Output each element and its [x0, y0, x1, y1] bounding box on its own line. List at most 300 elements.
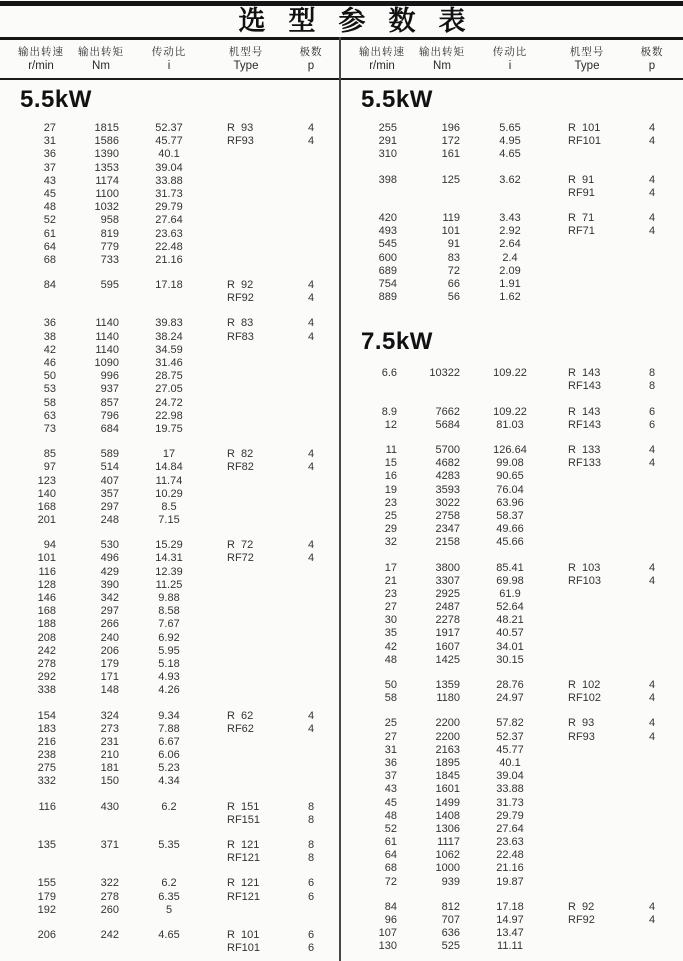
cell-poles [286, 344, 336, 357]
cell-output-speed: 25 [384, 717, 397, 730]
cell-poles [627, 783, 677, 796]
cell-poles [627, 940, 677, 953]
cell-output-torque: 996 [100, 370, 119, 383]
cell-output-speed: 37 [384, 770, 397, 783]
cell-output-speed: 84 [43, 279, 56, 292]
cell-poles: 6 [307, 877, 315, 890]
cell-poles: 4 [307, 461, 315, 474]
cell-ratio: 28.76 [496, 679, 524, 691]
cell-output-speed [0, 292, 70, 305]
cell-ratio: 6.06 [158, 749, 180, 762]
row-group [0, 448, 341, 527]
table-row [0, 801, 341, 814]
cell-ratio: 27.64 [496, 822, 524, 835]
cell-output-torque: 937 [100, 383, 119, 396]
cell-model-type [547, 614, 627, 627]
cell-model-type [547, 148, 627, 161]
cell-model-type [547, 770, 627, 783]
cell-model-type [206, 566, 286, 579]
cell-poles [627, 291, 677, 304]
table-row [341, 679, 682, 692]
table-row [341, 562, 682, 575]
cell-output-torque: 2158 [435, 536, 460, 549]
cell-ratio: 2.09 [499, 264, 521, 277]
cell-poles [286, 254, 336, 267]
cell-output-torque: 1425 [435, 653, 460, 666]
cell-output-speed: 52 [384, 822, 397, 835]
cell-output-torque: 496 [100, 552, 119, 565]
cell-model-type [206, 684, 286, 697]
cell-poles [286, 228, 336, 241]
cell-model-type [547, 497, 627, 510]
cell-output-torque: 2758 [435, 509, 460, 522]
cell-output-torque: 1032 [94, 201, 119, 214]
cell-model-type: RF72 [227, 552, 254, 565]
cell-model-type [547, 238, 627, 251]
cell-output-torque: 3800 [435, 561, 460, 574]
cell-output-speed: 52 [43, 214, 56, 227]
cell-output-speed: 600 [378, 251, 397, 264]
cell-model-type [547, 757, 627, 770]
cell-poles: 4 [648, 135, 656, 148]
cell-output-speed: 116 [38, 800, 56, 813]
table-row [341, 367, 682, 380]
cell-model-type: RF91 [568, 186, 595, 199]
cell-ratio [473, 380, 547, 393]
cell-ratio: 17.18 [155, 279, 183, 292]
cell-ratio [132, 942, 206, 955]
cell-output-speed [0, 814, 70, 827]
cell-output-torque: 525 [441, 940, 460, 953]
cell-model-type [206, 671, 286, 684]
cell-output-torque: 2200 [435, 730, 460, 743]
table-row [0, 839, 341, 852]
cell-poles [286, 175, 336, 188]
cell-ratio: 22.98 [155, 409, 183, 422]
table-row [0, 201, 341, 214]
cell-output-speed [0, 852, 70, 865]
cell-model-type [547, 836, 627, 849]
cell-ratio: 11.11 [497, 940, 523, 953]
cell-poles: 4 [648, 561, 656, 574]
cell-ratio: 63.96 [496, 496, 524, 509]
cell-model-type [547, 783, 627, 796]
table-row [341, 876, 682, 889]
cell-output-torque: 812 [441, 900, 460, 913]
cell-model-type [206, 344, 286, 357]
cell-model-type [547, 588, 627, 601]
cell-output-speed: 123 [37, 474, 56, 487]
col-header-output-torque-unit: Nm [92, 60, 110, 72]
cell-poles [286, 370, 336, 383]
cell-poles [286, 423, 336, 436]
cell-output-speed: 19 [384, 483, 397, 496]
cell-model-type [547, 601, 627, 614]
cell-poles [286, 488, 336, 501]
table-row [341, 940, 682, 953]
table-row [0, 135, 341, 148]
cell-model-type [547, 252, 627, 265]
cell-ratio: 34.01 [496, 640, 524, 653]
col-header-poles-unit: p [648, 60, 656, 72]
table-row [341, 641, 682, 654]
col-header-ratio-unit: i [508, 60, 512, 72]
cell-poles [627, 536, 677, 549]
cell-output-torque: 3593 [435, 483, 460, 496]
table-row [0, 423, 341, 436]
cell-poles [286, 357, 336, 370]
cell-ratio: 109.22 [493, 405, 527, 418]
cell-ratio: 85.41 [496, 561, 524, 574]
cell-model-type: RF71 [568, 225, 595, 238]
cell-ratio: 13.47 [496, 927, 524, 940]
cell-ratio: 27.05 [155, 383, 183, 396]
cell-output-torque [70, 292, 132, 305]
power-section-heading: 5.5kW [20, 86, 92, 113]
table-header-left [0, 40, 341, 78]
cell-ratio: 1.62 [499, 291, 521, 304]
cell-output-torque [411, 380, 473, 393]
cell-ratio: 33.88 [496, 783, 524, 796]
cell-poles [286, 188, 336, 201]
table-row [0, 344, 341, 357]
col-header-model-type-cn: 机型号 [228, 46, 264, 58]
table-row [0, 448, 341, 461]
cell-model-type: RF121 [227, 852, 261, 865]
cell-poles [286, 397, 336, 410]
cell-ratio: 76.04 [496, 483, 524, 496]
cell-ratio: 17.18 [496, 900, 524, 913]
col-header-poles-cn: 极数 [299, 46, 323, 58]
power-section-heading: 5.5kW [361, 86, 433, 113]
cell-output-speed: 338 [37, 684, 56, 697]
cell-poles [286, 410, 336, 423]
col-header-output-torque-cn: 输出转矩 [78, 46, 124, 58]
table-row [341, 238, 682, 251]
cell-model-type [547, 876, 627, 889]
row-group [341, 122, 682, 162]
table-row [0, 488, 341, 501]
cell-model-type: R 151 [227, 800, 260, 813]
cell-model-type: R 82 [227, 448, 254, 461]
cell-poles [627, 641, 677, 654]
cell-poles [286, 605, 336, 618]
cell-poles [627, 614, 677, 627]
table-row [0, 475, 341, 488]
cell-model-type: RF93 [227, 135, 254, 148]
cell-ratio: 34.59 [155, 343, 183, 356]
cell-ratio: 5.35 [158, 839, 180, 851]
top-border-line [0, 1, 683, 6]
cell-ratio: 12.39 [155, 565, 183, 578]
cell-output-speed: 53 [43, 383, 56, 396]
cell-model-type [206, 904, 286, 917]
cell-model-type: R 72 [227, 539, 254, 552]
row-group [341, 562, 682, 668]
cell-output-speed: 45 [43, 187, 56, 200]
table-row [0, 254, 341, 267]
table-row [0, 775, 341, 788]
cell-output-torque: 371 [100, 839, 119, 851]
cell-ratio: 90.65 [496, 470, 524, 483]
table-row [0, 814, 341, 827]
cell-output-speed: 48 [43, 201, 56, 214]
cell-model-type [206, 736, 286, 749]
table-row [341, 601, 682, 614]
cell-model-type [547, 536, 627, 549]
cell-model-type [206, 762, 286, 775]
cell-model-type: R 62 [227, 709, 254, 722]
row-group [0, 279, 341, 305]
cell-poles [286, 645, 336, 658]
cell-model-type [547, 278, 627, 291]
cell-output-torque: 1845 [435, 770, 460, 783]
table-row [0, 942, 341, 955]
cell-poles: 4 [648, 444, 656, 456]
cell-model-type [206, 592, 286, 605]
cell-ratio: 61.9 [499, 587, 521, 600]
cell-output-speed: 85 [43, 448, 56, 461]
cell-output-torque: 2163 [435, 743, 460, 756]
table-row [0, 552, 341, 565]
cell-output-speed: 43 [43, 174, 56, 187]
table-row [341, 823, 682, 836]
cell-ratio: 31.73 [155, 187, 183, 200]
cell-output-torque: 390 [100, 578, 119, 591]
col-header-model-type-unit: Type [233, 60, 259, 72]
cell-model-type [547, 523, 627, 536]
cell-ratio: 45.77 [155, 135, 183, 148]
table-row [0, 514, 341, 527]
cell-ratio: 109.22 [493, 367, 527, 380]
cell-output-speed: 101 [37, 552, 56, 565]
cell-output-torque: 857 [100, 396, 119, 409]
cell-model-type [547, 940, 627, 953]
table-row [0, 645, 341, 658]
cell-output-speed: 31 [384, 743, 397, 756]
cell-poles [286, 618, 336, 631]
col-header-poles [286, 46, 336, 72]
cell-output-speed: 48 [384, 809, 397, 822]
col-header-ratio-cn: 传动比 [492, 46, 528, 58]
cell-output-speed: 17 [384, 561, 397, 574]
cell-model-type: RF62 [227, 722, 254, 735]
cell-output-speed: 43 [384, 783, 397, 796]
cell-output-speed: 58 [384, 692, 397, 705]
cell-output-speed: 201 [37, 514, 56, 527]
col-header-poles [627, 46, 677, 72]
row-group [0, 801, 341, 827]
cell-output-torque: 707 [441, 914, 460, 926]
col-header-output-torque-unit: Nm [433, 60, 451, 72]
table-row [341, 862, 682, 875]
left-table-column [0, 86, 341, 955]
cell-model-type: R 143 [568, 367, 601, 380]
cell-ratio: 31.46 [155, 357, 183, 369]
cell-model-type: R 101 [568, 122, 601, 134]
cell-output-speed: 97 [43, 461, 56, 474]
cell-output-speed: 8.9 [381, 405, 397, 418]
cell-poles: 8 [648, 380, 656, 393]
table-row [0, 383, 341, 396]
table-row [0, 749, 341, 762]
cell-ratio: 39.04 [155, 161, 183, 174]
cell-poles: 8 [307, 839, 315, 851]
cell-output-speed: 168 [37, 605, 56, 618]
cell-output-torque: 1100 [95, 187, 119, 200]
cell-output-speed: 30 [384, 614, 397, 627]
cell-poles [627, 510, 677, 523]
table-row [0, 710, 341, 723]
cell-output-speed: 154 [37, 709, 56, 722]
cell-output-speed: 48 [384, 653, 397, 666]
cell-poles [627, 497, 677, 510]
cell-output-torque: 7662 [435, 405, 460, 418]
cell-output-torque: 2347 [435, 523, 460, 536]
cell-output-torque: 206 [100, 644, 119, 657]
table-row [0, 357, 341, 370]
page-title: 选型参数表 [238, 6, 489, 36]
cell-model-type [206, 579, 286, 592]
cell-output-torque: 958 [100, 214, 119, 227]
cell-output-speed: 140 [37, 487, 56, 500]
cell-ratio: 2.92 [499, 225, 521, 238]
cell-model-type [547, 862, 627, 875]
cell-output-torque: 4283 [435, 470, 460, 483]
cell-poles [286, 501, 336, 514]
cell-poles [627, 238, 677, 251]
cell-output-speed [0, 942, 70, 955]
cell-output-torque: 3307 [435, 574, 460, 587]
cell-poles [627, 744, 677, 757]
cell-poles [286, 684, 336, 697]
cell-poles [627, 810, 677, 823]
cell-output-torque: 324 [100, 709, 119, 722]
cell-poles [286, 762, 336, 775]
cell-output-speed: 493 [378, 225, 397, 238]
table-row [341, 588, 682, 601]
row-group [341, 679, 682, 705]
cell-model-type: RF133 [568, 457, 602, 470]
cell-output-speed: 242 [37, 644, 56, 657]
table-row [341, 187, 682, 200]
cell-model-type [206, 632, 286, 645]
cell-poles: 4 [648, 692, 656, 705]
table-row [0, 891, 341, 904]
cell-ratio: 52.37 [155, 122, 183, 134]
col-header-model-type [547, 46, 627, 72]
cell-output-speed: 398 [378, 173, 397, 186]
cell-ratio: 21.16 [496, 862, 524, 875]
cell-output-torque: 595 [100, 279, 119, 292]
cell-output-speed: 420 [378, 211, 397, 224]
cell-model-type: RF83 [227, 330, 254, 343]
cell-model-type [547, 654, 627, 667]
cell-output-speed: 73 [43, 422, 56, 435]
cell-output-speed: 275 [37, 762, 56, 775]
cell-model-type [206, 618, 286, 631]
table-row [0, 632, 341, 645]
cell-poles [286, 749, 336, 762]
col-header-poles-cn: 极数 [640, 46, 664, 58]
cell-ratio: 6.2 [161, 877, 177, 890]
cell-output-speed: 96 [384, 914, 397, 926]
cell-poles: 8 [307, 852, 315, 865]
col-header-model-type-unit: Type [574, 60, 600, 72]
cell-model-type [206, 749, 286, 762]
cell-ratio: 57.82 [496, 717, 524, 730]
cell-model-type: RF101 [227, 942, 261, 955]
cell-poles: 4 [307, 330, 315, 343]
cell-model-type: R 133 [568, 444, 601, 456]
cell-ratio: 28.75 [155, 370, 183, 383]
cell-ratio: 27.64 [155, 214, 183, 227]
cell-output-speed: 332 [37, 775, 56, 788]
cell-poles: 4 [307, 122, 315, 134]
cell-output-torque: 357 [100, 487, 119, 500]
table-row [0, 579, 341, 592]
cell-model-type [547, 484, 627, 497]
table-row [341, 901, 682, 914]
cell-output-speed: 84 [384, 900, 397, 913]
cell-ratio: 4.26 [158, 684, 180, 697]
row-group [341, 901, 682, 954]
table-row [0, 292, 341, 305]
cell-output-torque: 72 [447, 264, 460, 277]
cell-output-torque: 429 [100, 565, 119, 578]
cell-output-speed: 42 [384, 640, 397, 653]
cell-output-speed: 37 [43, 161, 56, 174]
cell-output-speed: 291 [378, 135, 397, 148]
cell-output-torque: 125 [441, 173, 460, 186]
cell-poles [627, 627, 677, 640]
cell-ratio: 23.63 [496, 836, 524, 849]
cell-output-speed: 58 [43, 396, 56, 409]
table-row [0, 736, 341, 749]
cell-poles [627, 757, 677, 770]
cell-output-speed: 46 [43, 357, 56, 369]
cell-ratio: 2.64 [499, 238, 521, 251]
cell-output-torque: 1601 [435, 783, 460, 796]
cell-model-type: R 101 [227, 928, 260, 941]
cell-poles: 4 [648, 574, 656, 587]
cell-ratio: 69.98 [496, 574, 524, 587]
cell-output-torque: 1499 [435, 796, 460, 809]
cell-ratio: 22.48 [155, 240, 183, 253]
col-header-output-speed-unit: r/min [28, 60, 54, 72]
cell-output-speed: 25 [384, 509, 397, 522]
table-row [0, 723, 341, 736]
cell-poles: 4 [648, 457, 656, 470]
table-row [341, 614, 682, 627]
cell-model-type [206, 645, 286, 658]
cell-poles [286, 592, 336, 605]
cell-poles: 4 [307, 552, 315, 565]
cell-output-torque: 1174 [95, 174, 119, 187]
table-row [341, 291, 682, 304]
cell-poles: 8 [307, 800, 315, 813]
cell-output-speed: 689 [378, 264, 397, 277]
cell-ratio: 5.18 [158, 657, 180, 670]
cell-output-torque [411, 187, 473, 200]
cell-model-type: RF92 [568, 914, 595, 926]
cell-output-speed: 11 [385, 444, 397, 456]
cell-ratio: 31.73 [496, 796, 524, 809]
cell-poles [286, 148, 336, 161]
cell-poles: 4 [648, 211, 656, 224]
cell-ratio: 14.84 [155, 461, 183, 474]
table-row [0, 461, 341, 474]
